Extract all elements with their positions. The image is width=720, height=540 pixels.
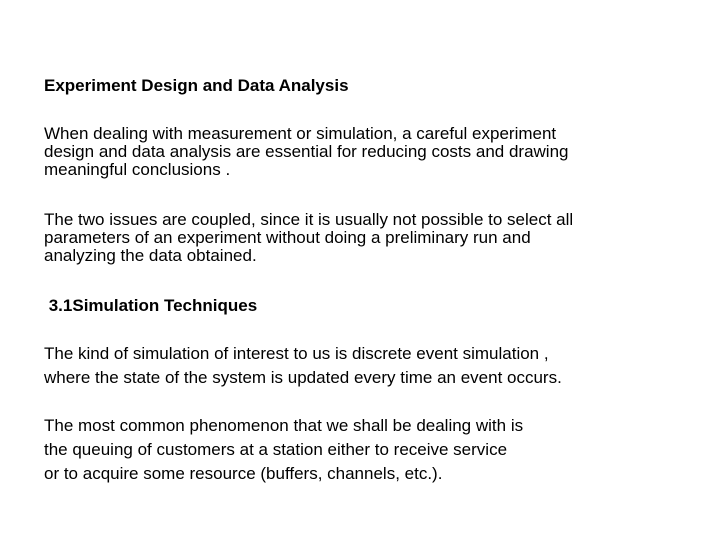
paragraph-line: The most common phenomenon that we shall be dealing with is (44, 416, 524, 435)
paragraph-line: When dealing with measurement or simulation, a careful experiment (44, 124, 557, 143)
paragraph-line: the queuing of customers at a station either to receive service (44, 440, 508, 459)
paragraph-line: analyzing the data obtained. (44, 246, 257, 265)
document-title: Experiment Design and Data Analysis (44, 76, 349, 95)
paragraph-line: The two issues are coupled, since it is usually not possible to select all (44, 210, 574, 229)
paragraph-line: or to acquire some resource (buffers, channels, etc.). (44, 464, 443, 483)
section-heading: 3.1Simulation Techniques (44, 296, 258, 315)
paragraph-line: design and data analysis are essential for reducing costs and drawing (44, 142, 569, 161)
coupled-issues-paragraph (44, 211, 694, 265)
queuing-paragraph (44, 414, 684, 486)
paragraph-line: parameters of an experiment without doing a preliminary run and (44, 228, 531, 247)
intro-paragraph (44, 125, 694, 179)
paragraph-line: meaningful conclusions . (44, 160, 231, 179)
simulation-paragraph (44, 342, 684, 390)
paragraph-line: where the state of the system is updated every time an event occurs. (44, 368, 562, 387)
paragraph-line: The kind of simulation of interest to us is discrete event simulation , (44, 344, 549, 363)
